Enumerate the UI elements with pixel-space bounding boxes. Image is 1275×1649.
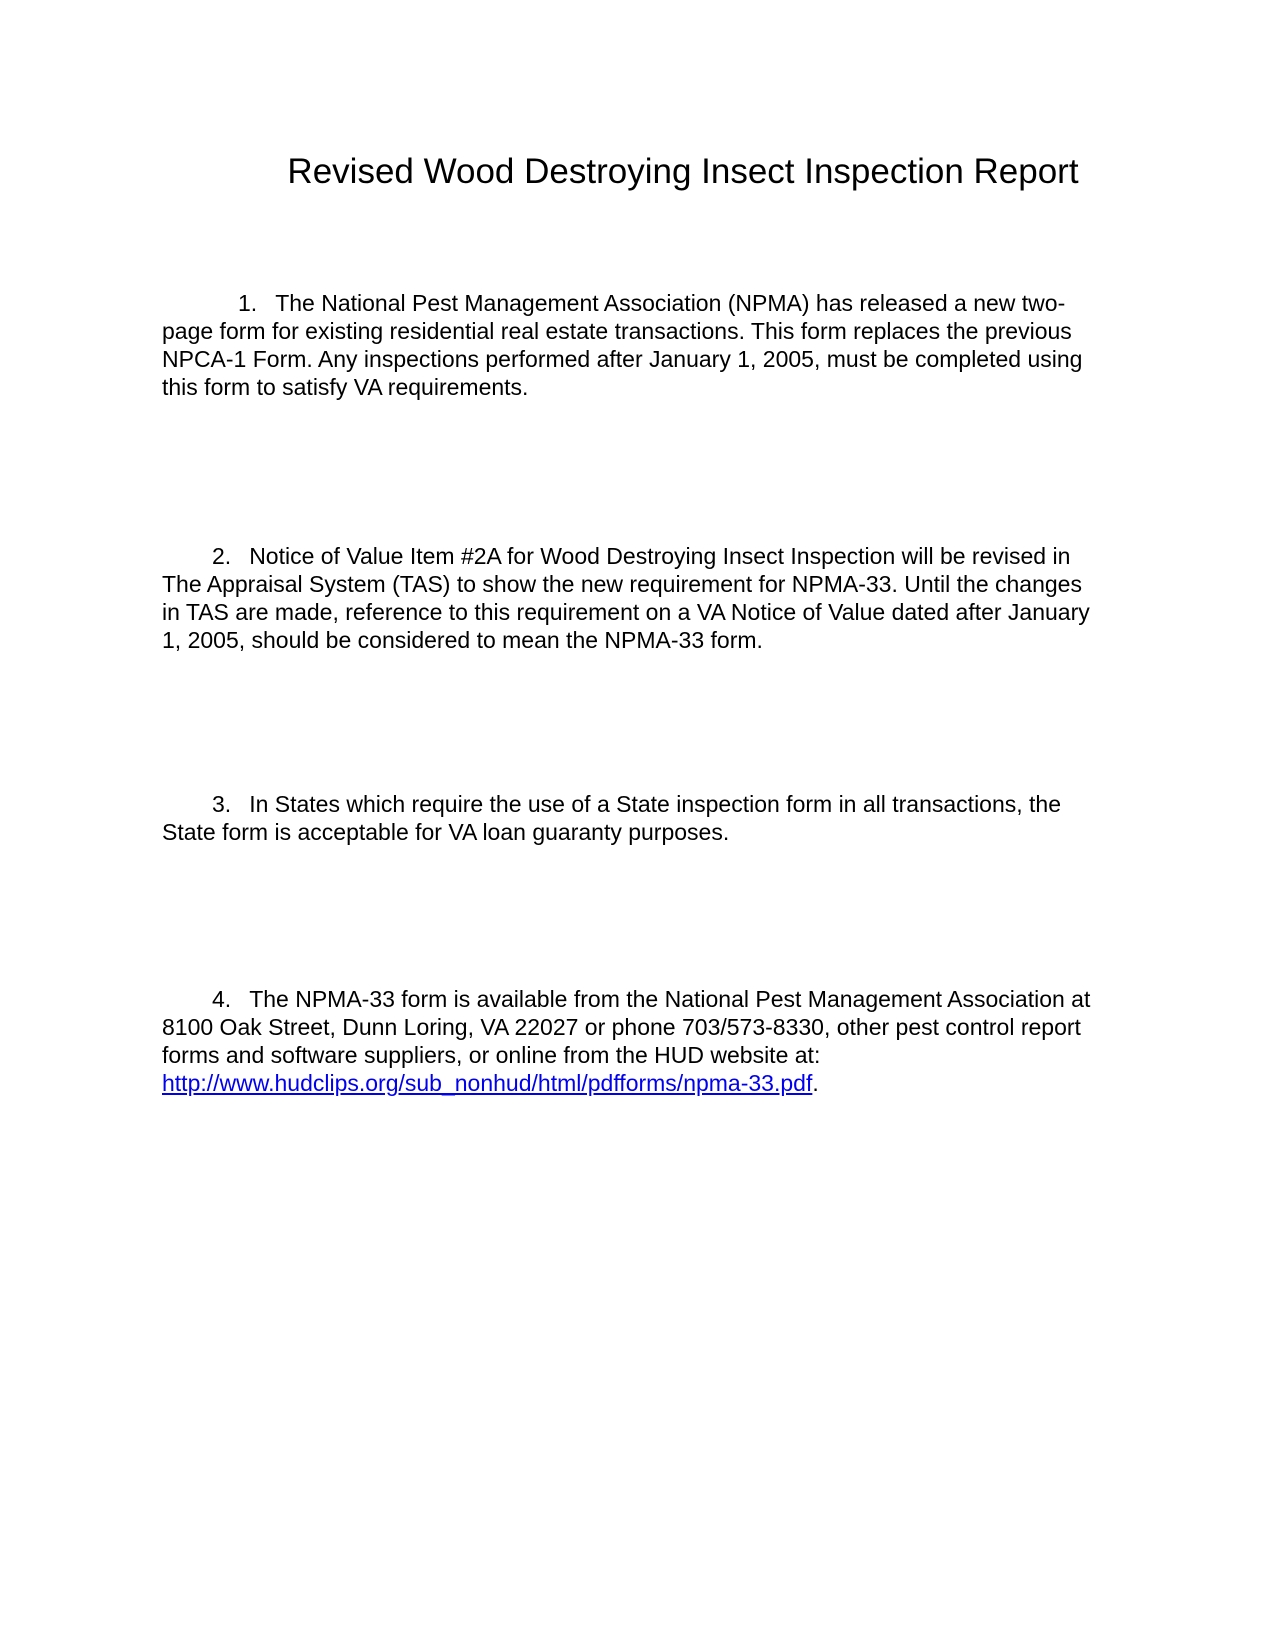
item-number: 1. — [238, 290, 258, 316]
item-text: The NPMA-33 form is available from the National Pest Management Association at 8100 Oak Street, Dunn Loring, VA 22027 or phone 703/573-8330, other pest control report forms and software suppliers, or online from the HUD website at: — [162, 986, 1091, 1068]
list-item — [162, 985, 1102, 1097]
item-number: 4. — [212, 986, 232, 1012]
list-item — [162, 289, 1102, 401]
item-trailing-punctuation: . — [812, 1070, 819, 1096]
item-text: The National Pest Management Association (NPMA) has released a new two-page form for existing residential real estate transactions. This form replaces the previous NPCA-1 Form. Any inspections performed after January 1, 2005, must be completed using this form to satisfy VA requirements. — [162, 290, 1083, 400]
item-text: In States which require the use of a State inspection form in all transactions, the State form is acceptable for VA loan guaranty purposes. — [162, 791, 1062, 845]
item-number: 3. — [212, 791, 232, 817]
list-item — [162, 542, 1102, 654]
item-text: Notice of Value Item #2A for Wood Destroying Insect Inspection will be revised in The Appraisal System (TAS) to show the new requirement for NPMA-33. Until the changes in TAS are made, reference to this requirement on a VA Notice of Value dated after January 1, 2005, should be considered to mean the NPMA-33 form. — [162, 543, 1090, 653]
hud-website-link[interactable]: http://www.hudclips.org/sub_nonhud/html/pdfforms/npma-33.pdf — [162, 1070, 813, 1096]
item-number: 2. — [212, 543, 232, 569]
page-title: Revised Wood Destroying Insect Inspection Report — [287, 152, 1079, 191]
list-item — [162, 790, 1102, 846]
